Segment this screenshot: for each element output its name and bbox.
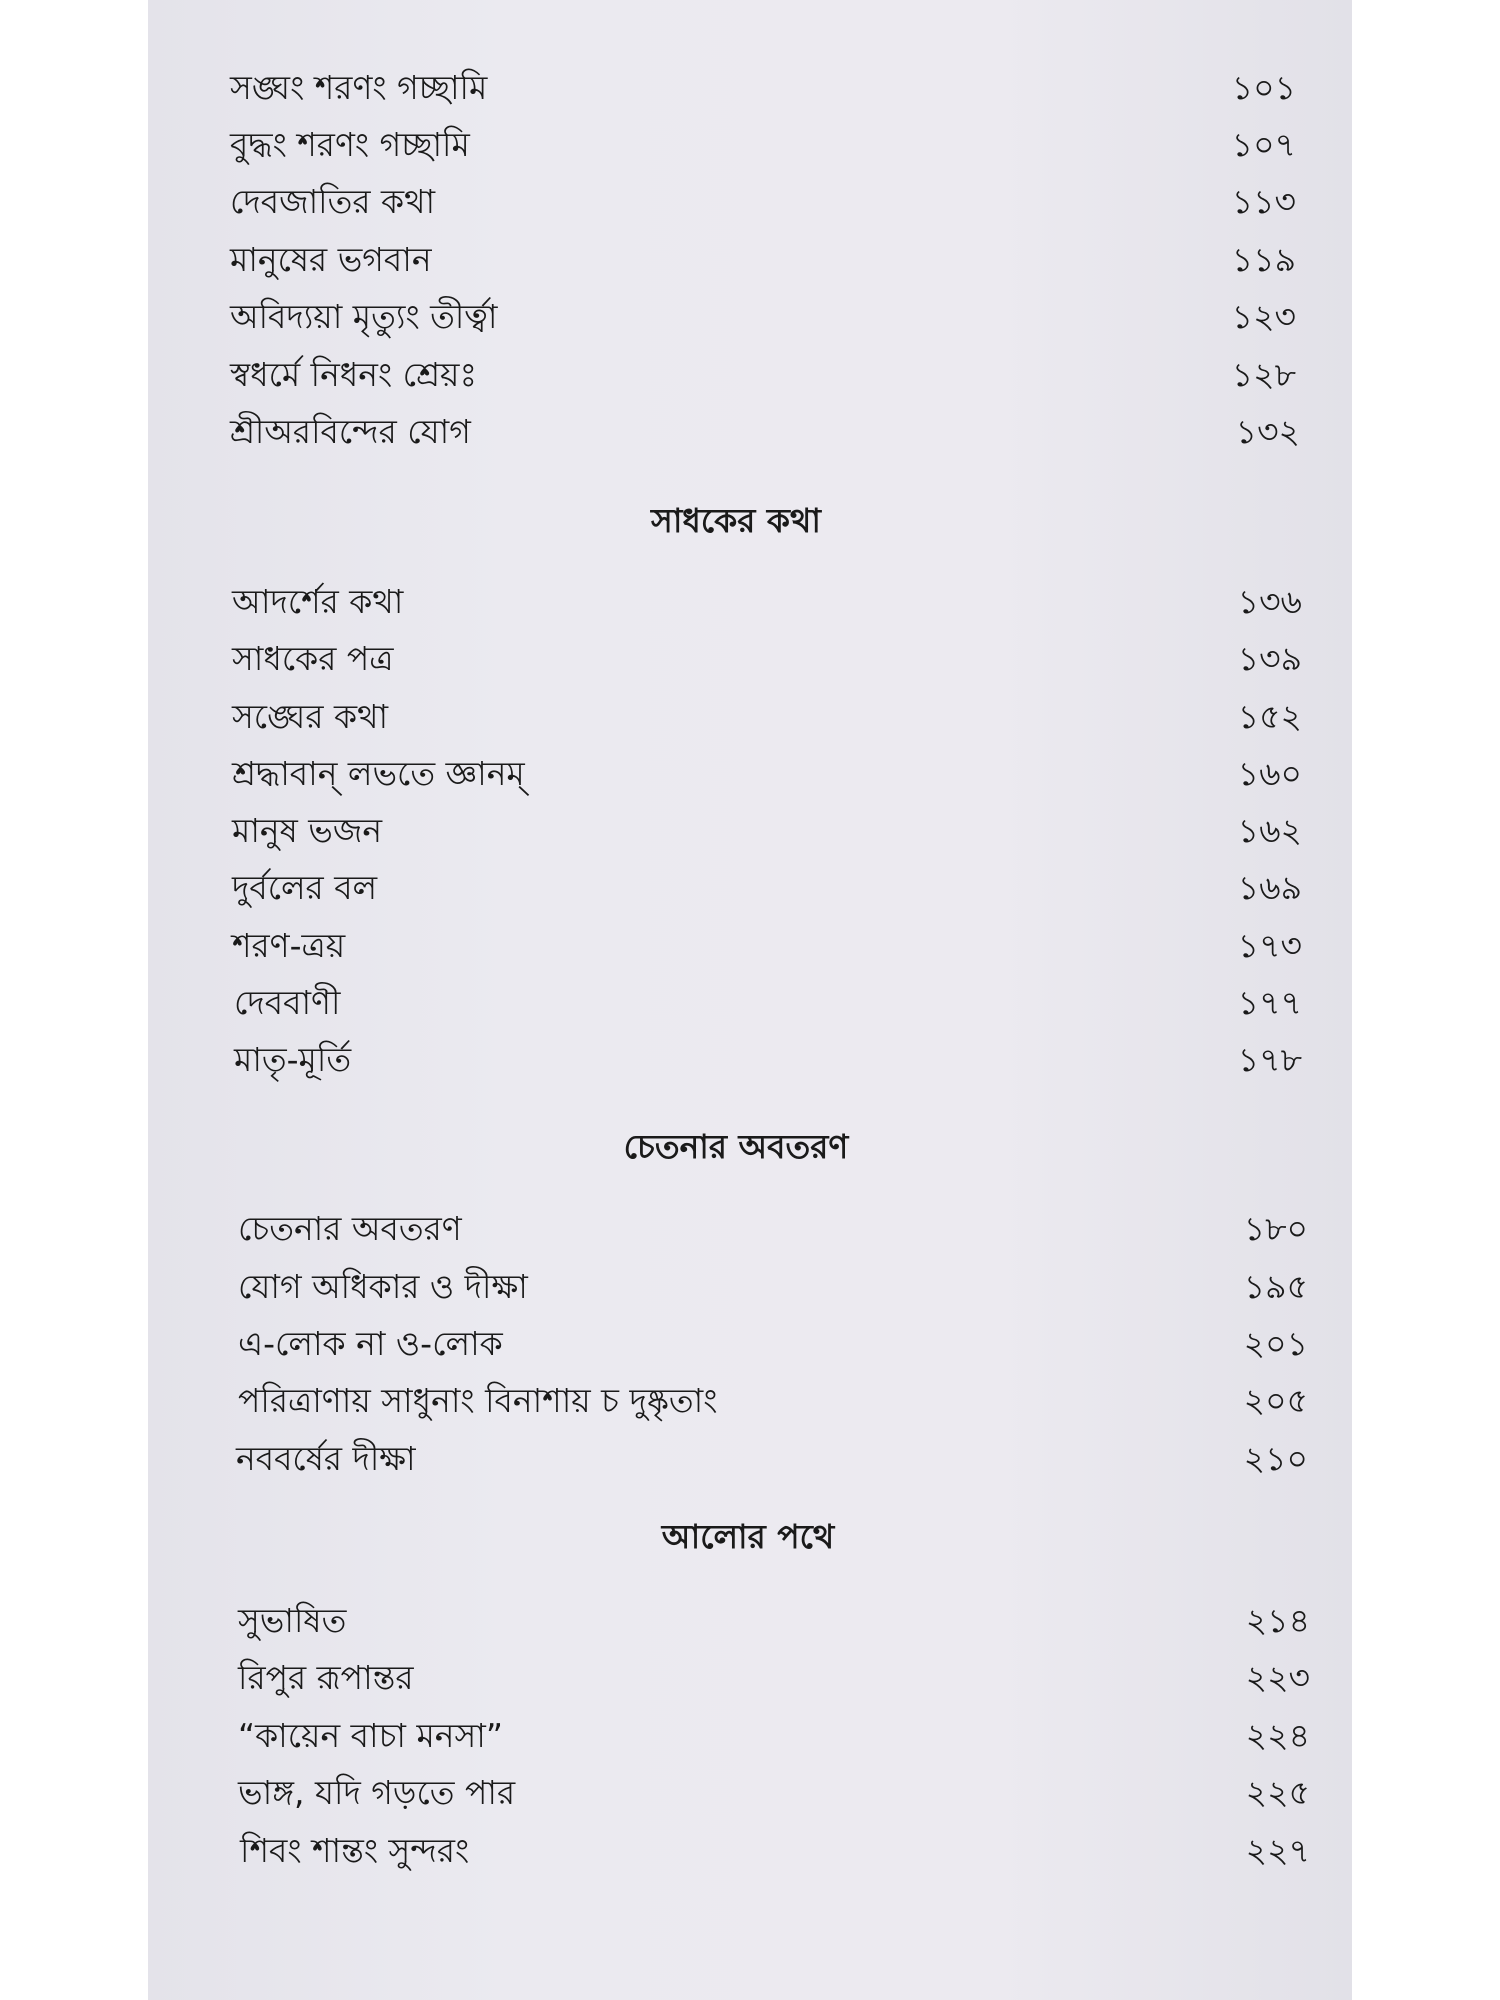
entry-page: ২২৪ [1245, 1716, 1310, 1755]
entry-page: ১৯৫ [1243, 1267, 1308, 1306]
entry-page: ১০৭ [1231, 125, 1296, 164]
entry-title: রিপুর রূপান্তর [238, 1658, 414, 1697]
toc-entry [238, 1653, 1310, 1703]
entry-title: চেতনার অবতরণ [238, 1209, 462, 1248]
entry-page: ২২৩ [1245, 1658, 1310, 1697]
toc-entry [238, 1768, 1310, 1818]
entry-page: ১১৩ [1231, 182, 1296, 221]
entry-page: ১৩৬ [1237, 582, 1302, 621]
section-heading: চেতনার অবতরণ [623, 1127, 849, 1166]
entry-title: ভাঙ্গ, যদি গড়তে পার [238, 1773, 516, 1812]
toc-entry [238, 1262, 1308, 1312]
toc-entry [232, 806, 1302, 856]
toc-entry [232, 921, 1302, 971]
entry-page: ১৩২ [1235, 412, 1300, 451]
entry-page: ১৮০ [1243, 1209, 1308, 1248]
entry-title: এ-লোক না ও-লোক [238, 1324, 503, 1363]
entry-page: ১৬০ [1237, 754, 1302, 793]
entry-title: দেবজাতির কথা [230, 182, 436, 221]
toc-entry [238, 1319, 1308, 1369]
toc-entry [234, 1035, 1302, 1085]
entry-title: শ্রীঅরবিন্দের যোগ [230, 412, 471, 451]
entry-title: মাতৃ-মূর্তি [234, 1040, 352, 1079]
toc-entry [238, 1711, 1310, 1761]
toc-entry [232, 577, 1302, 627]
toc-entry [230, 292, 1296, 342]
entry-title: মানুষ ভজন [232, 811, 383, 850]
entry-title: শিবং শান্তং সুন্দরং [240, 1831, 470, 1870]
entry-title: স্বধর্মে নিধনং শ্রেয়ঃ [230, 355, 478, 394]
toc-entry [232, 692, 1302, 742]
entry-title: যোগ অধিকার ও দীক্ষা [238, 1267, 528, 1306]
entry-page: ১৭৩ [1237, 926, 1302, 965]
section-heading: সাধকের কথা [651, 501, 821, 540]
toc-entry [238, 1376, 1308, 1426]
toc-entry [230, 120, 1296, 170]
entry-title: সঙ্ঘং শরণং গচ্ছামি [230, 68, 488, 107]
book-page [148, 0, 1352, 2000]
entry-page: ২২৫ [1245, 1773, 1310, 1812]
entry-page: ২২৭ [1245, 1831, 1310, 1870]
entry-title: সাধকের পত্র [232, 639, 394, 678]
entry-page: ২১০ [1243, 1439, 1308, 1478]
entry-page: ১৬২ [1237, 811, 1302, 850]
entry-page: ১২৩ [1231, 297, 1296, 336]
entry-page: ১৭৭ [1237, 983, 1302, 1022]
toc-entry [238, 1204, 1308, 1254]
section-heading: আলোর পথে [661, 1517, 835, 1556]
toc-entry [230, 63, 1296, 113]
entry-page: ২০৫ [1243, 1381, 1308, 1420]
entry-title: সঙ্ঘের কথা [232, 697, 389, 736]
toc-entry [230, 177, 1296, 227]
entry-page: ১৩৯ [1237, 639, 1302, 678]
toc-entry [238, 1596, 1310, 1646]
entry-page: ১৬৯ [1237, 868, 1302, 907]
entry-page: ১৭৮ [1237, 1040, 1302, 1079]
toc-entry [230, 407, 1300, 457]
toc-entry [232, 863, 1302, 913]
entry-title: মানুষের ভগবান [230, 240, 432, 279]
entry-title: আদর্শের কথা [232, 582, 404, 621]
entry-title: “কায়েন বাচা মনসা” [238, 1716, 503, 1755]
toc-entry [234, 978, 1302, 1028]
toc-entry [230, 350, 1296, 400]
entry-page: ১১৯ [1231, 240, 1296, 279]
entry-title: বুদ্ধং শরণং গচ্ছামি [230, 125, 470, 164]
entry-page: ১২৮ [1231, 355, 1296, 394]
entry-title: শ্রদ্ধাবান্ লভতে জ্ঞানম্ [232, 754, 525, 793]
entry-page: ২০১ [1243, 1324, 1308, 1363]
toc-entry [232, 749, 1302, 799]
entry-title: দুর্বলের বল [232, 868, 378, 907]
entry-title: পরিত্রাণায় সাধুনাং বিনাশায় চ দুষ্কৃতাং [238, 1381, 718, 1420]
entry-page: ১৫২ [1237, 697, 1302, 736]
toc-entry [232, 634, 1302, 684]
entry-title: সুভাষিত [238, 1601, 347, 1640]
entry-title: নববর্ষের দীক্ষা [236, 1439, 416, 1478]
entry-page: ২১৪ [1245, 1601, 1310, 1640]
toc-entry [230, 235, 1296, 285]
entry-title: দেববাণী [234, 983, 341, 1022]
toc-entry [236, 1434, 1308, 1484]
entry-title: অবিদ্যয়া মৃত্যুং তীর্ত্বা [230, 297, 498, 336]
entry-page: ১০১ [1231, 68, 1296, 107]
entry-title: শরণ-ত্রয় [232, 926, 346, 965]
toc-entry [240, 1826, 1310, 1876]
